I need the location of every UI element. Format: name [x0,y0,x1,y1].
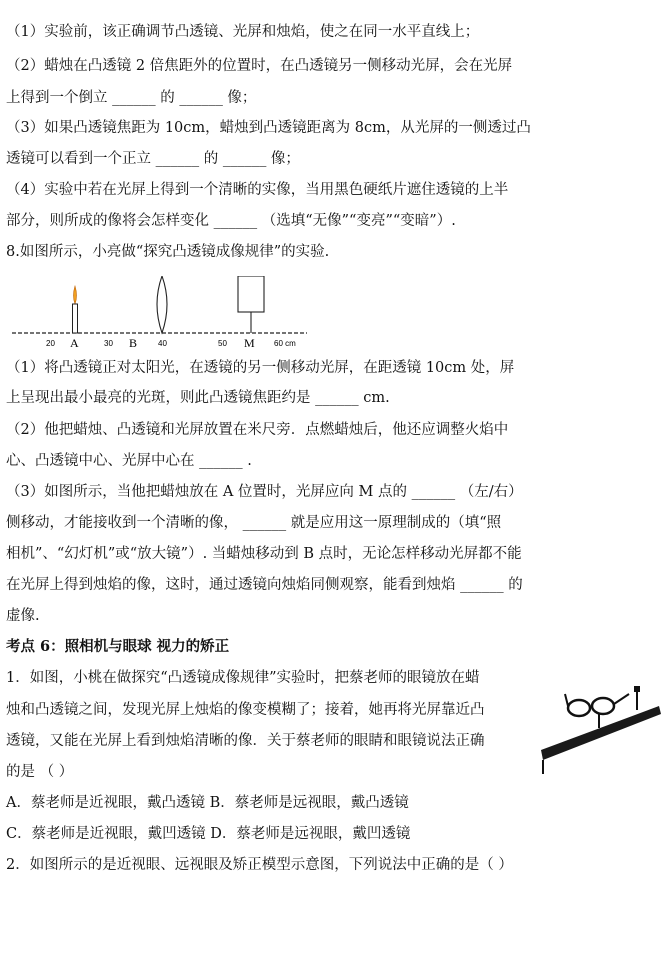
text-line-7: 部分，则所成的像将会怎样变化 ______ （选填“无像”“变亮”“变暗”）. [6,213,456,229]
bench-rail-icon [541,706,661,774]
tick-40: 40 [158,339,167,348]
text-line-9: （1）将凸透镜正对太阳光，在透镜的另一侧移动光屏，在距透镜 10cm 处，屏 [6,360,515,376]
text-line-12: 心、凸透镜中心、光屏中心在 ______ . [6,453,252,469]
text-line-6: （4）实验中若在光屏上得到一个清晰的实像，当用黑色硬纸片遮住透镜的上半 [6,182,509,198]
tick-20: 20 [46,339,55,348]
tick-60cm: 60 cm [274,339,296,348]
text-line-16: 在光屏上得到烛焰的像，这时，通过透镜向烛焰同侧观察，能看到烛焰 ______ 的 [6,577,523,593]
glasses-icon [565,694,629,716]
text-line-2: （2）蜡烛在凸透镜 2 倍焦距外的位置时，在凸透镜另一侧移动光屏，会在光屏 [6,58,513,74]
text-line-15: 相机”、“幻灯机”或“放大镜”）. 当蜡烛移动到 B 点时，无论怎样移动光屏都不能 [6,546,522,562]
text-line-1: （1）实验前，该正确调节凸透镜、光屏和烛焰，使之在同一水平直线上； [6,24,480,40]
option-line-cd: C．蔡老师是近视眼，戴凹透镜 D．蔡老师是远视眼，戴凹透镜 [6,826,411,842]
option-line-ab: A．蔡老师是近视眼，戴凸透镜 B．蔡老师是远视眼，戴凸透镜 [6,795,409,811]
text-line-3: 上得到一个倒立 ______ 的 ______ 像； [6,90,257,106]
question-2-title: 2．如图所示的是近视眼、远视眼及矫正模型示意图，下列说法中正确的是（ ） [6,857,513,873]
section-heading: 考点 6：照相机与眼球 视力的矫正 [6,638,230,655]
question-8-title: 8.如图所示，小亮做“探究凸透镜成像规律”的实验. [6,244,330,260]
text-line-22: 的是 （ ） [6,764,74,780]
text-line-14: 侧移动，才能接收到一个清晰的像， ______ 就是应用这一原理制成的（填“照 [6,515,502,531]
text-line-13: （3）如图所示，当他把蜡烛放在 A 位置时，光屏应向 M 点的 ______ （左/右） [6,484,523,500]
text-line-20: 烛和凸透镜之间，发现光屏上烛焰的像变模糊了；接着，她再将光屏靠近凸 [6,702,485,718]
glasses-experiment-figure [537,680,661,780]
text-line-5: 透镜可以看到一个正立 ______ 的 ______ 像； [6,151,300,167]
convex-lens-icon [157,276,167,333]
tick-50: 50 [218,339,227,348]
optical-bench-figure [12,276,312,352]
tick-30: 30 [104,339,113,348]
text-line-11: （2）他把蜡烛、凸透镜和光屏放置在米尺旁．点燃蜡烛后，他还应调整火焰中 [6,422,509,438]
text-line-10: 上呈现出最小最亮的光斑，则此凸透镜焦距约是 ______ cm. [6,390,390,406]
text-line-17: 虚像. [6,608,40,624]
text-line-4: （3）如果凸透镜焦距为 10cm，蜡烛到凸透镜距离为 8cm，从光屏的一侧透过凸 [6,120,531,136]
tick-B: B [129,336,138,350]
tick-A: A [70,336,79,350]
text-line-21: 透镜，又能在光屏上看到烛焰清晰的像．关于蔡老师的眼睛和眼镜说法正确 [6,733,485,749]
text-line-19: 1．如图，小桃在做探究“凸透镜成像规律”实验时，把蔡老师的眼镜放在蜡 [6,670,480,686]
tick-M: M [244,336,255,350]
screen-icon [238,276,264,333]
candle-icon [73,286,78,333]
